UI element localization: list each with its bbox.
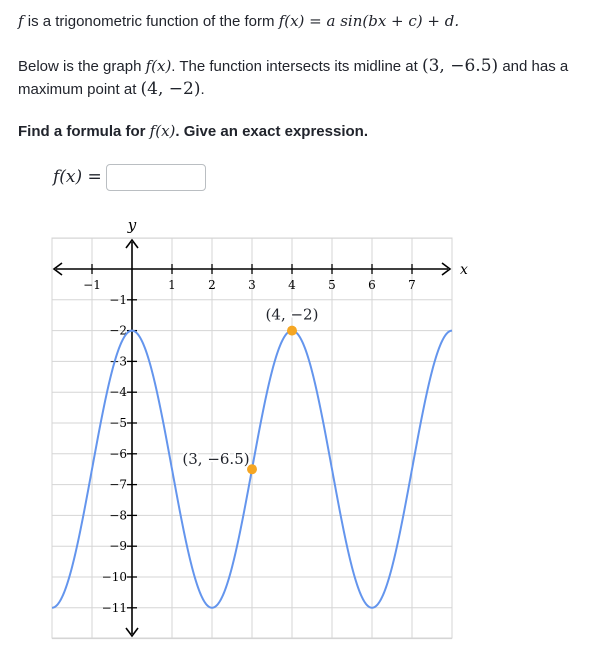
desc-part-2: . The function intersects its midline at xyxy=(171,58,418,75)
y-tick-label: −4 xyxy=(109,385,127,400)
fx-symbol: f(x) xyxy=(145,57,172,75)
x-tick-label: 6 xyxy=(368,278,376,292)
y-tick-label: −1 xyxy=(109,292,127,307)
question-description xyxy=(18,55,598,101)
x-tick-label: 4 xyxy=(288,278,296,292)
form-expression: f(x) = a sin(bx + c) + d. xyxy=(278,12,460,30)
task-fx-symbol: f(x) xyxy=(149,122,176,140)
task-instruction xyxy=(18,120,368,143)
answer-input[interactable] xyxy=(106,164,206,191)
task-part-2: . Give an exact expression. xyxy=(175,123,368,140)
x-tick-label: 3 xyxy=(248,278,256,292)
y-tick-label: −9 xyxy=(109,539,127,554)
y-tick-label: −5 xyxy=(109,416,127,430)
x-tick-label: 1 xyxy=(168,278,176,292)
y-tick-label: −3 xyxy=(109,354,127,369)
x-tick-label: 7 xyxy=(408,278,416,292)
x-axis-label: x xyxy=(460,262,468,278)
x-tick-label: 2 xyxy=(208,278,216,292)
y-tick-label: −7 xyxy=(109,477,127,492)
desc-part-4: . xyxy=(200,81,205,98)
y-axis-label: y xyxy=(127,216,137,234)
y-tick-label: −2 xyxy=(109,323,127,338)
desc-part-3: and has a maximum point at xyxy=(18,58,569,98)
y-tick-label: −8 xyxy=(109,508,127,523)
point-label: (4, −2) xyxy=(265,305,319,324)
point-marker xyxy=(287,326,297,336)
question-form-line xyxy=(18,10,459,33)
function-graph xyxy=(0,210,604,660)
form-description: is a trigonometric function of the form xyxy=(27,13,275,30)
task-part-1: Find a formula for xyxy=(18,123,146,140)
desc-part-1: Below is the graph xyxy=(18,58,142,75)
answer-row xyxy=(53,163,206,191)
x-tick-label: 5 xyxy=(328,278,336,292)
f-symbol: f xyxy=(18,12,24,30)
midline-point-text: (3, −6.5) xyxy=(421,56,499,76)
point-label: (3, −6.5) xyxy=(182,450,250,469)
y-tick-label: −11 xyxy=(101,600,127,615)
max-point-text: (4, −2) xyxy=(140,79,201,99)
y-tick-label: −6 xyxy=(109,446,127,461)
y-tick-label: −10 xyxy=(101,570,127,584)
x-tick-label: −1 xyxy=(83,278,101,292)
answer-label: f(x) = xyxy=(53,167,102,187)
